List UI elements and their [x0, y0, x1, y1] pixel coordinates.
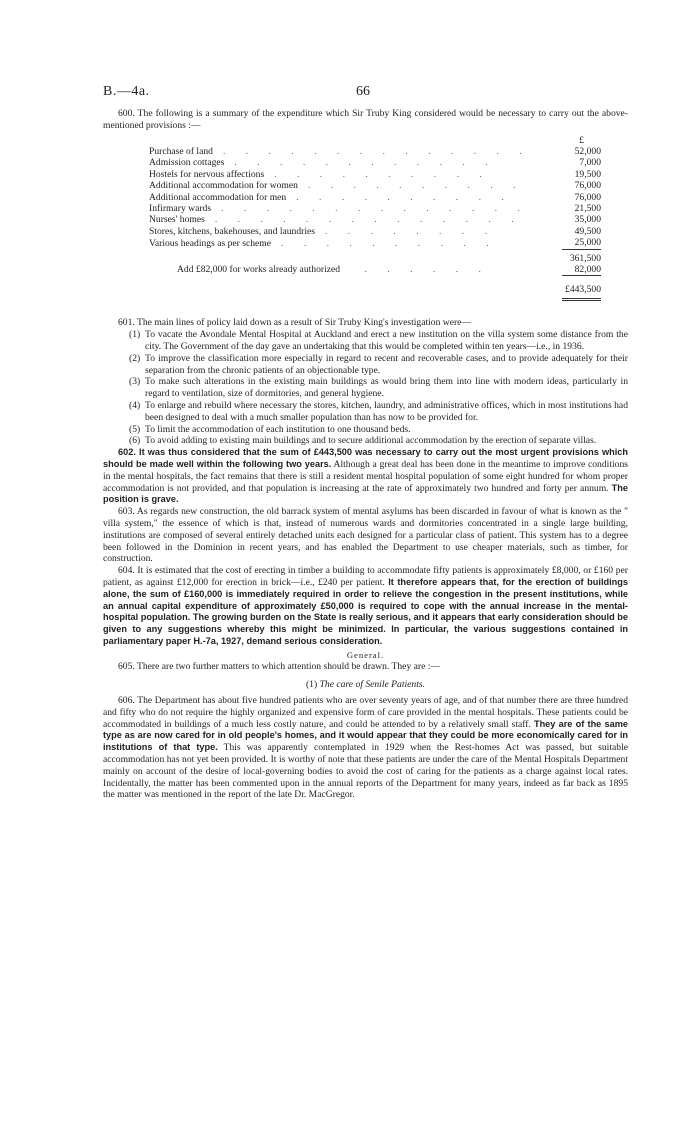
- policy-item: [129, 376, 628, 400]
- policy-text: To improve the classification more especially in regard to recent and recoverable cases, and to provide adequately for their separation from the chronic patients of an objectionable type.: [145, 352, 628, 376]
- expenditure-table: [149, 135, 601, 302]
- page-body: [103, 108, 628, 801]
- policy-number: (6): [129, 435, 141, 447]
- policy-item: [129, 400, 628, 424]
- page-header: [103, 84, 628, 100]
- paragraph-605: 605. There are two further matters to which attention should be drawn. They are :—: [118, 661, 441, 673]
- policy-number: (4): [129, 399, 141, 411]
- paragraph-602-text: Although a great deal has been done in the meantime to improve conditions in the mental hospitals, the fact remains that there is still a resident mental hospital population of some eight hundred for whom proper accommodation is not provided, and that population is increasing at the rate of approximately two hundred and forty per annum.: [103, 458, 628, 494]
- currency-symbol: £: [579, 134, 584, 146]
- policy-item: [129, 424, 628, 436]
- policy-text: To avoid adding to existing main buildings and to secure additional accommodation by the erection of separate villas.: [145, 435, 597, 447]
- expenditure-row: [149, 192, 601, 203]
- paragraph-604-bold: It therefore appears that, for the erection of buildings alone, the sum of £160,000 is immediately required in order to relieve the congestion in the present institutions, while an annual capital expenditure of approximately £50,000 is required to cope with the annual increase in the mental-hospital population. The growing burden on the State is really serious, and it appears that early consideration should be given to any suggestions whereby this might be minimized. In particular, the various suggestions contained in parliamentary paper H.-7a, 1927, demand serious consideration.: [103, 576, 628, 646]
- expenditure-label: Additional accommodation for men: [149, 191, 287, 203]
- expenditure-amount: 25,000: [574, 237, 601, 249]
- policy-number: (2): [129, 352, 141, 364]
- subheading-number: (1): [305, 679, 318, 691]
- expenditure-label: Infirmary wards: [149, 203, 212, 215]
- policy-item: [129, 329, 628, 353]
- leader-dots: . . . . . . . . . . . . . .: [221, 203, 529, 215]
- subheading-title: The care of Senile Patients.: [319, 679, 425, 691]
- expenditure-label: Additional accommodation for women: [149, 180, 298, 192]
- policy-number: (3): [129, 376, 141, 388]
- paragraph-603: 603. As regards new construction, the old barrack system of mental asylums has been discarded in favour of what is known as the " villa system," the essence of which is that, instead of numerous wards and dormitories concentrated in a single large building, institutions are composed of several entirely detached units each designed for a particular class of patient. This system has to a degree been followed in the Dominion in recent years, and has enabled the Department to use cheaper materials, such as timber, for construction.: [103, 506, 628, 565]
- leader-dots: . . . . . . . . . .: [307, 180, 525, 192]
- expenditure-amount: 76,000: [574, 180, 601, 192]
- section-heading-general: General.: [346, 649, 385, 660]
- paragraph-601: 601. The main lines of policy laid down as a result of Sir Truby King's investigation were—: [118, 317, 472, 329]
- expenditure-amount: 52,000: [574, 146, 601, 157]
- paragraph-604-text: 604. It is estimated that the cost of erecting in timber a building to accommodate fifty patients is approximately £8,000, or £160 per patient, as against £12,000 for erection in brick—i.e., £240 per patient.: [103, 565, 628, 588]
- paragraph-606-bold: They are of the same type as are now cared for in old people's homes, and it would appear that they could be more economically cared for in institutions of that type.: [103, 718, 628, 753]
- expenditure-row: [149, 237, 601, 249]
- expenditure-amount: 21,500: [574, 203, 601, 215]
- leader-dots: . . . . . . . . . . . . . .: [214, 214, 523, 226]
- policy-item: [129, 435, 628, 447]
- policy-text: To make such alterations in the existing main buildings as would bring them into line with modern ideas, particularly in regard to ventilation, size of dormitories, and general hygiene.: [145, 376, 628, 400]
- policy-text: To enlarge and rebuild where necessary the stores, kitchen, laundry, and administrative offices, which in most institutions had been designed to deal with a much smaller population than has now to be provided for.: [145, 399, 628, 423]
- expenditure-row: [149, 157, 601, 168]
- paragraph-604: [103, 565, 628, 648]
- expenditure-label: Various headings as per scheme: [149, 237, 272, 249]
- page-number: 66: [356, 84, 370, 99]
- policy-text: To vacate the Avondale Mental Hospital at Auckland and erect a new institution on the villa system some distance from the city. The Government of the day gave an undertaking that this would be completed within ten years—i.e., in 1936.: [145, 329, 628, 352]
- add-authorized-amount: 82,000: [574, 264, 601, 276]
- paragraph-600: 600. The following is a summary of the expenditure which Sir Truby King considered would be necessary to carry out the above-mentioned provisions :—: [103, 108, 628, 131]
- expenditure-row: [149, 146, 601, 157]
- add-authorized-label: Add £82,000 for works already authorized: [177, 264, 341, 276]
- expenditure-row: [149, 214, 601, 225]
- policy-item: [129, 353, 628, 377]
- total-amount: £443,500: [562, 284, 601, 300]
- leader-dots: . . . . . . . . . . . . . .: [222, 146, 531, 157]
- leader-dots: . . . . . .: [364, 264, 490, 276]
- expenditure-label: Nurses' homes: [149, 214, 205, 226]
- expenditure-amount: 19,500: [574, 168, 601, 180]
- paragraph-606-text: 606. The Department has about five hundred patients who are over seventy years of age, and of that number there are three hundred and fifty who do not require the highly organized and expensive form of care provided in the mental hospitals. These patients could be accommodated in buildings of a much less costly nature, and could be attended to by a relatively small staff.: [103, 695, 628, 730]
- expenditure-amount: 76,000: [574, 191, 601, 203]
- paragraph-602-bold-end: The position is grave.: [103, 482, 628, 505]
- leader-dots: . . . . . . . . . .: [296, 191, 513, 203]
- expenditure-amount: 49,500: [574, 225, 601, 237]
- paragraph-606: [103, 695, 628, 801]
- expenditure-label: Hostels for nervous affections: [149, 168, 265, 180]
- paragraph-602-bold: 602. It was thus considered that the sum of £443,500 was necessary to carry out the most urgent provisions which should be made well within the following two years.: [103, 447, 628, 469]
- subtotal-amount: 361,500: [562, 249, 601, 264]
- leader-dots: . . . . . . . . . . . .: [234, 157, 497, 169]
- expenditure-amount: 7,000: [579, 157, 601, 169]
- policy-number: (1): [129, 329, 141, 341]
- policy-list: [129, 329, 628, 447]
- paragraph-602: [103, 447, 628, 506]
- policy-number: (5): [129, 423, 141, 435]
- expenditure-row: [149, 226, 601, 237]
- subheading-senile-patients: [103, 679, 628, 691]
- paragraph-606-text-end: This was apparently contemplated in 1929 when the Rest-homes Act was passed, but suitable accommodation has not yet been provided. It is worthy of note that these patients are under the care of the Mental Hospitals Department mainly on account of the desire of local-governing bodies to avoid the cost of caring for the patients as a charge against local rates. Incidentally, the matter has been commented upon in the annual reports of the Department for many years, indeed as far back as 1895 the matter was mentioned in the report of the late Dr. MacGregor.: [103, 742, 628, 801]
- leader-dots: . . . . . . . . . .: [281, 237, 498, 249]
- expenditure-row: [149, 169, 601, 180]
- leader-dots: . . . . . . . . . .: [274, 168, 491, 180]
- expenditure-label: Stores, kitchens, bakehouses, and laundries: [149, 225, 315, 237]
- expenditure-amount: 35,000: [574, 214, 601, 226]
- policy-text: To limit the accommodation of each institution to one thousand beds.: [145, 423, 411, 435]
- expenditure-row: [149, 180, 601, 191]
- leader-dots: . . . . . . . .: [325, 225, 496, 237]
- document-reference: B.—4a.: [103, 84, 150, 99]
- expenditure-label: Purchase of land: [149, 146, 213, 157]
- expenditure-label: Admission cottages: [149, 157, 225, 169]
- expenditure-row: [149, 203, 601, 214]
